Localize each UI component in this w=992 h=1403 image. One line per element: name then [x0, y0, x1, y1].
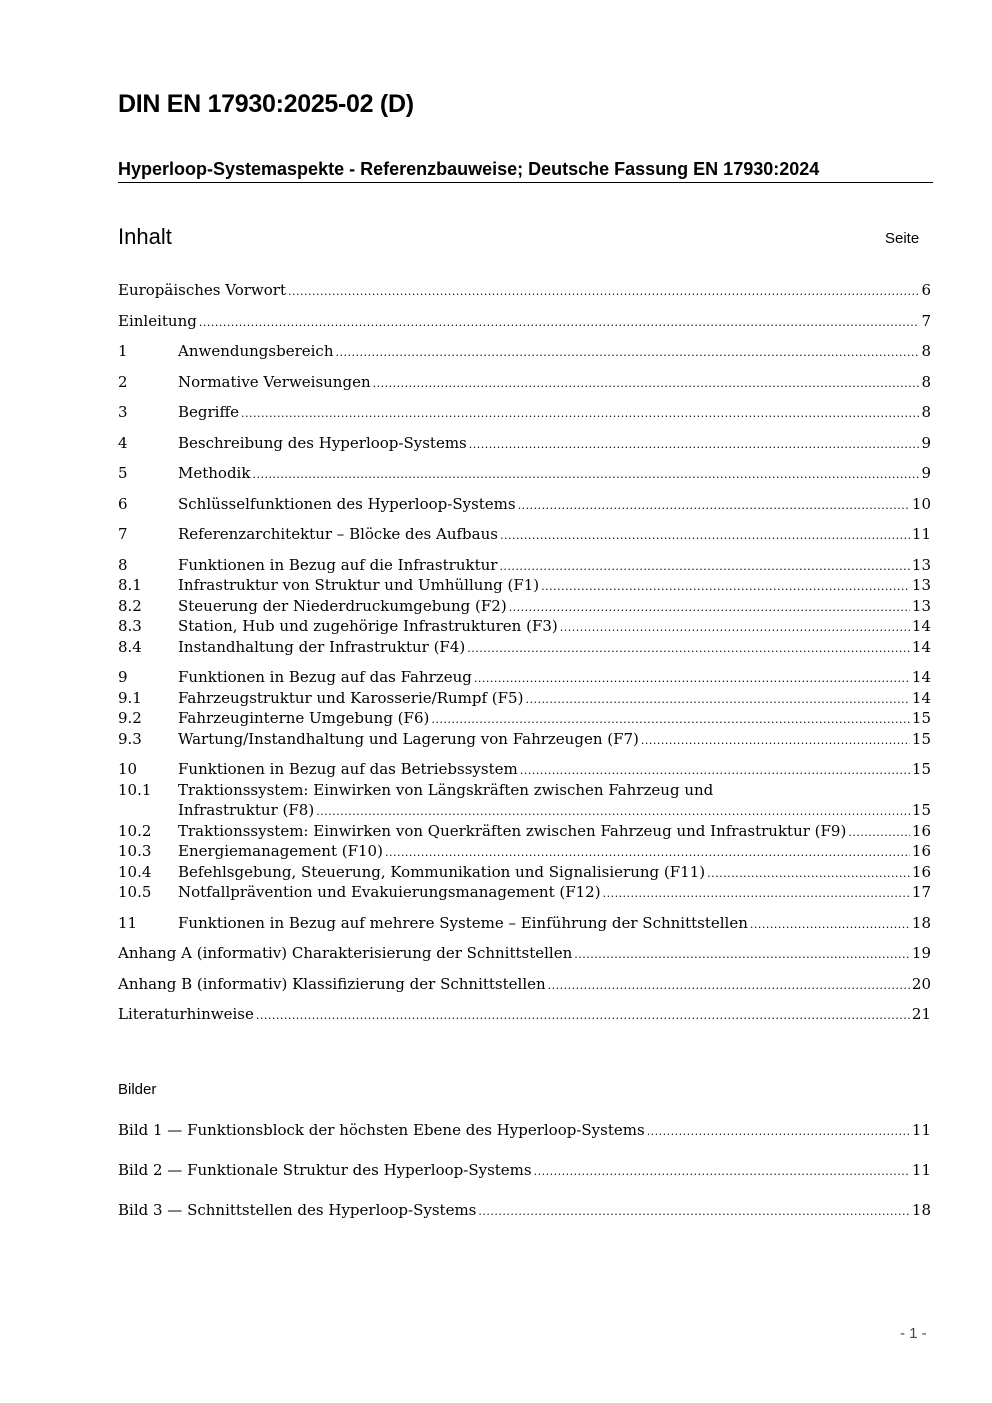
toc-entry-page: 13: [911, 576, 931, 594]
toc-entry-title: Traktionssystem: Einwirken von Längskräften zwischen Fahrzeug und: [178, 780, 714, 799]
toc-entry-page: 20: [911, 974, 931, 993]
toc-entry-number: 9: [118, 668, 128, 686]
toc-entry[interactable]: [118, 494, 931, 515]
toc-entry-page: 16: [911, 842, 931, 860]
toc-leader-dots: [241, 404, 919, 425]
figure-entry-title: Bild 2 — Funktionale Struktur des Hyperloop-Systems: [118, 1161, 532, 1179]
toc-entry[interactable]: [118, 433, 931, 454]
toc-leader-dots: [548, 976, 910, 997]
toc-entry[interactable]: [118, 341, 931, 362]
toc-leader-dots: [500, 526, 910, 547]
toc-entry-page: 10: [911, 494, 931, 513]
toc-entry-title: Beschreibung des Hyperloop-Systems: [178, 433, 467, 452]
toc-leader-dots: [641, 731, 910, 752]
toc-entry[interactable]: [118, 311, 931, 332]
toc-entry-number: 9.3: [118, 729, 142, 748]
toc-entry-title: Methodik: [178, 464, 251, 482]
toc-entry-page: 13: [911, 555, 931, 574]
toc-entry[interactable]: [118, 913, 931, 934]
toc-entry[interactable]: [118, 575, 931, 596]
toc-entry[interactable]: [118, 974, 931, 995]
toc-entry-number: 8.2: [118, 596, 142, 615]
toc-entry-page: 9: [921, 464, 931, 482]
toc-entry[interactable]: [118, 780, 931, 801]
toc-entry-number: 10.4: [118, 862, 152, 881]
toc-entry[interactable]: [118, 729, 931, 750]
toc-leader-dots: [509, 598, 910, 619]
toc-leader-dots: [560, 618, 910, 639]
toc-entry-page: 16: [911, 821, 931, 840]
toc-entry-title: Station, Hub und zugehörige Infrastrukturen (F3): [178, 617, 558, 635]
toc-entry[interactable]: [118, 841, 931, 862]
toc-leader-dots: [256, 1006, 910, 1027]
table-of-contents: [118, 280, 931, 1025]
toc-leader-dots: [541, 577, 910, 598]
toc-entry-page: 7: [921, 311, 931, 330]
toc-entry-title: Traktionssystem: Einwirken von Querkräften zwischen Fahrzeug und Infrastruktur (F9): [178, 821, 847, 840]
toc-entry-number: 5: [118, 464, 128, 482]
toc-leader-dots: [518, 496, 910, 517]
toc-entry-title: Funktionen in Bezug auf die Infrastruktur: [178, 555, 498, 574]
toc-entry-number: 11: [118, 913, 138, 932]
toc-entry-number: 7: [118, 525, 128, 543]
toc-entry[interactable]: [118, 616, 931, 637]
toc-leader-dots: [431, 710, 910, 731]
toc-entry-title: Referenzarchitektur – Blöcke des Aufbaus: [178, 525, 498, 543]
toc-entry-title: Steuerung der Niederdruckumgebung (F2): [178, 596, 507, 615]
toc-leader-dots: [603, 884, 910, 905]
toc-leader-dots: [252, 465, 919, 486]
figure-entry-title: Bild 3 — Schnittstellen des Hyperloop-Systems: [118, 1201, 477, 1219]
toc-entry-title-continued: Infrastruktur (F8): [178, 801, 315, 819]
toc-entry-number: 9.1: [118, 688, 142, 707]
figure-entry-page: 11: [911, 1121, 931, 1139]
toc-entry-page: 9: [921, 433, 931, 452]
toc-entry-title: Einleitung: [118, 311, 197, 330]
toc-entry-number: 8.1: [118, 576, 142, 594]
toc-leader-dots: [467, 639, 910, 660]
toc-entry-number: 10.2: [118, 821, 152, 840]
toc-entry[interactable]: [118, 596, 931, 617]
figure-leader-dots: [534, 1162, 910, 1183]
toc-leader-dots: [335, 343, 919, 364]
toc-leader-dots: [499, 557, 909, 578]
toc-entry-title: Funktionen in Bezug auf mehrere Systeme – Einführung der Schnittstellen: [178, 913, 748, 932]
toc-leader-dots: [525, 690, 909, 711]
toc-entry-number: 6: [118, 494, 128, 513]
list-of-figures: [118, 1120, 931, 1240]
toc-entry[interactable]: [118, 555, 931, 576]
toc-entry-title: Europäisches Vorwort: [118, 281, 286, 299]
toc-entry-page: 14: [911, 688, 931, 707]
toc-leader-dots: [707, 864, 910, 885]
toc-heading: Inhalt: [118, 224, 172, 249]
toc-entry-page: 6: [921, 281, 931, 299]
toc-entry-title: Energiemanagement (F10): [178, 842, 383, 860]
toc-entry[interactable]: [118, 1004, 931, 1025]
toc-entry-title: Anwendungsbereich: [178, 342, 334, 360]
toc-entry-title: Wartung/Instandhaltung und Lagerung von Fahrzeugen (F7): [178, 729, 639, 748]
toc-entry-page: 15: [911, 801, 931, 819]
toc-entry-page: 21: [911, 1005, 931, 1023]
toc-entry-page: 11: [911, 525, 931, 543]
toc-entry-title: Infrastruktur von Struktur und Umhüllung (F1): [178, 576, 540, 594]
toc-entry-page: 15: [911, 760, 931, 778]
toc-entry-number: 10.1: [118, 780, 152, 799]
toc-entry-title: Funktionen in Bezug auf das Fahrzeug: [178, 668, 472, 686]
toc-entry[interactable]: [118, 943, 931, 964]
toc-leader-dots: [469, 435, 920, 456]
toc-entry-number: 9.2: [118, 709, 142, 727]
toc-entry-title: Normative Verweisungen: [178, 372, 371, 391]
figure-entry-title: Bild 1 — Funktionsblock der höchsten Ebene des Hyperloop-Systems: [118, 1121, 645, 1139]
toc-entry[interactable]: [118, 688, 931, 709]
toc-entry-number: 10.3: [118, 842, 152, 860]
toc-entry-number: 8.3: [118, 617, 142, 635]
toc-entry-page: 14: [911, 637, 931, 656]
figure-entry-page: 11: [911, 1161, 931, 1179]
toc-leader-dots: [750, 915, 910, 936]
toc-entry[interactable]: [118, 637, 931, 658]
toc-entry[interactable]: [118, 708, 931, 729]
toc-entry-title: Anhang B (informativ) Klassifizierung der Schnittstellen: [118, 974, 546, 993]
toc-entry-number: 10.5: [118, 883, 152, 901]
toc-entry-page: 14: [911, 617, 931, 635]
toc-leader-dots: [520, 761, 910, 782]
toc-entry-page: 8: [921, 403, 931, 421]
toc-entry[interactable]: [118, 862, 931, 883]
toc-entry[interactable]: [118, 402, 931, 423]
page-number: - 1 -: [900, 1325, 927, 1342]
toc-entry-page: 15: [911, 709, 931, 727]
toc-entry-title: Schlüsselfunktionen des Hyperloop-Systems: [178, 494, 516, 513]
toc-entry[interactable]: [118, 372, 931, 393]
toc-entry-number: 2: [118, 372, 128, 391]
toc-leader-dots: [848, 823, 910, 844]
figure-leader-dots: [647, 1122, 910, 1143]
toc-entry-title: Literaturhinweise: [118, 1005, 254, 1023]
toc-entry[interactable]: [118, 463, 931, 484]
toc-leader-dots: [373, 374, 920, 395]
figure-entry-page: 18: [911, 1201, 931, 1219]
toc-entry-page: 18: [911, 913, 931, 932]
toc-leader-dots: [474, 669, 910, 690]
toc-entry-title: Instandhaltung der Infrastruktur (F4): [178, 637, 466, 656]
toc-entry-number: 10: [118, 760, 138, 778]
toc-entry[interactable]: [118, 821, 931, 842]
toc-entry[interactable]: [118, 882, 931, 903]
document-subtitle: Hyperloop-Systemaspekte - Referenzbauweise; Deutsche Fassung EN 17930:2024: [118, 159, 933, 183]
toc-leader-dots: [199, 313, 920, 334]
toc-entry-page: 19: [911, 944, 931, 962]
toc-entry-number: 8: [118, 555, 128, 574]
toc-entry-title: Fahrzeugstruktur und Karosserie/Rumpf (F5): [178, 688, 524, 707]
toc-leader-dots: [288, 282, 919, 303]
toc-entry[interactable]: [118, 759, 931, 780]
toc-leader-dots: [574, 945, 910, 966]
toc-page-label: Seite: [885, 230, 920, 247]
toc-entry-title: Fahrzeuginterne Umgebung (F6): [178, 709, 430, 727]
figure-entry[interactable]: [118, 1120, 931, 1141]
toc-entry-page: 15: [911, 729, 931, 748]
toc-entry-number: 3: [118, 403, 128, 421]
toc-entry-page: 16: [911, 862, 931, 881]
toc-entry-page: 8: [921, 372, 931, 391]
document-title: DIN EN 17930:2025-02 (D): [118, 90, 414, 118]
toc-entry-number: 4: [118, 433, 128, 452]
toc-entry-title: Funktionen in Bezug auf das Betriebssystem: [178, 760, 518, 778]
figure-entry[interactable]: [118, 1160, 931, 1181]
figure-leader-dots: [478, 1202, 910, 1223]
toc-entry-number: 1: [118, 342, 128, 360]
toc-entry-page: 14: [911, 668, 931, 686]
toc-leader-dots: [316, 802, 910, 823]
toc-entry-title: Begriffe: [178, 403, 240, 421]
toc-leader-dots: [385, 843, 910, 864]
toc-entry-page: 8: [921, 342, 931, 360]
toc-entry-title: Befehlsgebung, Steuerung, Kommunikation und Signalisierung (F11): [178, 862, 706, 881]
toc-entry[interactable]: [118, 524, 931, 545]
figures-heading: Bilder: [118, 1081, 157, 1098]
toc-entry-page: 13: [911, 596, 931, 615]
toc-entry[interactable]: [118, 800, 931, 821]
toc-entry-title: Anhang A (informativ) Charakterisierung der Schnittstellen: [118, 944, 573, 962]
toc-entry-title: Notfallprävention und Evakuierungsmanagement (F12): [178, 883, 601, 901]
toc-entry[interactable]: [118, 667, 931, 688]
toc-entry-page: 17: [911, 883, 931, 901]
toc-entry[interactable]: [118, 280, 931, 301]
toc-entry-number: 8.4: [118, 637, 142, 656]
figure-entry[interactable]: [118, 1200, 931, 1221]
